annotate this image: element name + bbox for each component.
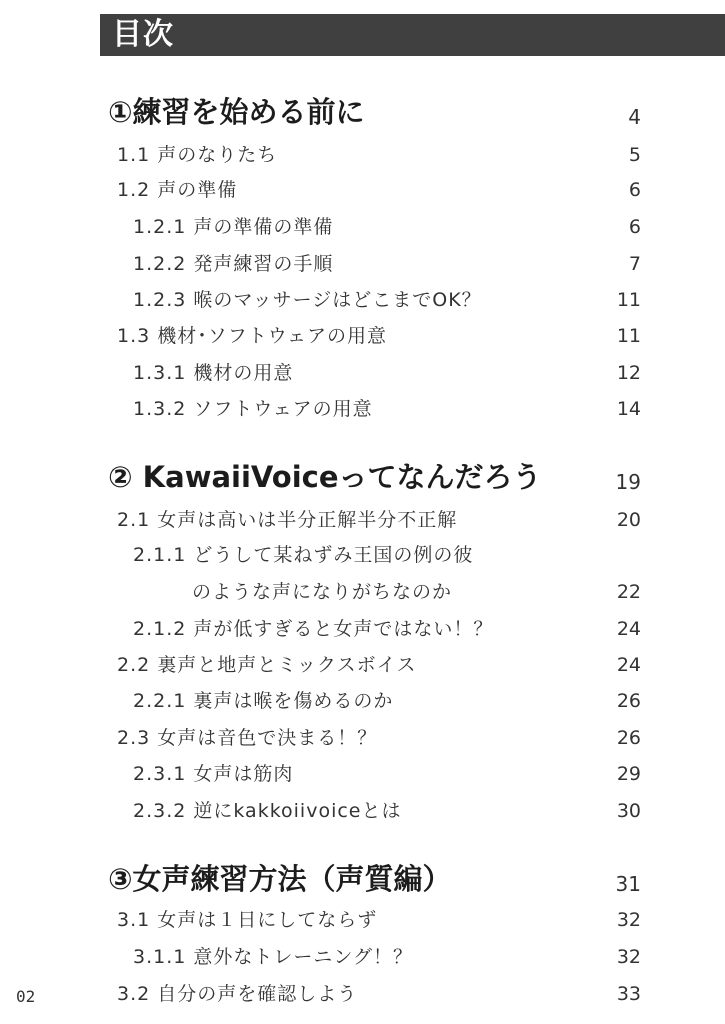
toc-entry-page: 11 [616, 325, 641, 347]
toc-entry-label: 2.1 女声は高いは半分正解半分不正解 [117, 509, 458, 531]
toc-entry-page: 12 [616, 362, 641, 384]
toc-entry-page: 14 [616, 398, 641, 420]
toc-entry-label: 1.3.2 ソフトウェアの用意 [133, 398, 373, 420]
toc-entry-label: 3.2 自分の声を確認しよう [117, 983, 358, 1005]
toc-entry-page: 19 [615, 470, 641, 494]
toc-entry-page: 31 [615, 872, 641, 896]
toc-entry-label: 1.1 声のなりたち [117, 144, 278, 166]
toc-entry-label: 2.3 女声は音色で決まる！？ [117, 727, 378, 749]
toc-entry-label: 2.1.1 どうして某ねずみ王国の例の彼 [133, 544, 474, 566]
toc-entry-label: 3.1.1 意外なトレーニング！？ [133, 946, 414, 968]
toc-entry-page: 6 [628, 179, 641, 201]
page-title: 目次 [112, 17, 174, 52]
toc-entry-label: 1.3.1 機材の用意 [133, 362, 294, 384]
toc-entry-page: 29 [616, 763, 641, 785]
toc-entry-label: ③女声練習方法（声質編） [108, 862, 452, 896]
toc-entry-page: 32 [616, 909, 641, 931]
toc-entry-page: 26 [616, 690, 641, 712]
toc-entry-label: 1.2.2 発声練習の手順 [133, 253, 334, 275]
toc-entry-label: 2.1.2 声が低すぎると女声ではない！？ [133, 618, 494, 640]
toc-entry-page: 22 [616, 581, 641, 603]
toc-entry-page: 20 [616, 509, 641, 531]
toc-entry-page: 11 [616, 289, 641, 311]
toc-entry-label: 2.3.2 逆にkakkoiivoiceとは [133, 800, 402, 822]
toc-entry-label: 2.2.1 裏声は喉を傷めるのか [133, 690, 394, 712]
toc-entry-page: 26 [616, 727, 641, 749]
toc-entry-page: 4 [628, 105, 641, 129]
toc-entry-page: 33 [616, 983, 641, 1005]
toc-entry-page: 6 [628, 216, 641, 238]
toc-entry-page: 32 [616, 946, 641, 968]
toc-entry-page: 5 [628, 144, 641, 166]
toc-entry-label: のような声になりがちなのか [192, 581, 453, 603]
toc-entry-label: 1.3 機材･ソフトウェアの用意 [117, 325, 387, 347]
toc-entry-label: 3.1 女声は１日にしてならず [117, 909, 378, 931]
toc-entry-label: 2.2 裏声と地声とミックスボイス [117, 654, 417, 676]
toc-entry-label: ①練習を始める前に [108, 95, 365, 129]
toc-entry-label: 1.2.1 声の準備の準備 [133, 216, 334, 238]
toc-entry-label: 1.2 声の準備 [117, 179, 238, 201]
page-number: 02 [16, 987, 36, 1006]
toc-entry-page: 7 [628, 253, 641, 275]
toc-entry-page: 30 [616, 800, 641, 822]
toc-entry-label: 2.3.1 女声は筋肉 [133, 763, 294, 785]
toc-entry-page: 24 [616, 618, 641, 640]
toc-entry-label: ② KawaiiVoiceってなんだろう [108, 460, 542, 494]
toc-entry-label: 1.2.3 喉のマッサージはどこまでOK？ [133, 289, 482, 311]
toc-entry-page: 24 [616, 654, 641, 676]
